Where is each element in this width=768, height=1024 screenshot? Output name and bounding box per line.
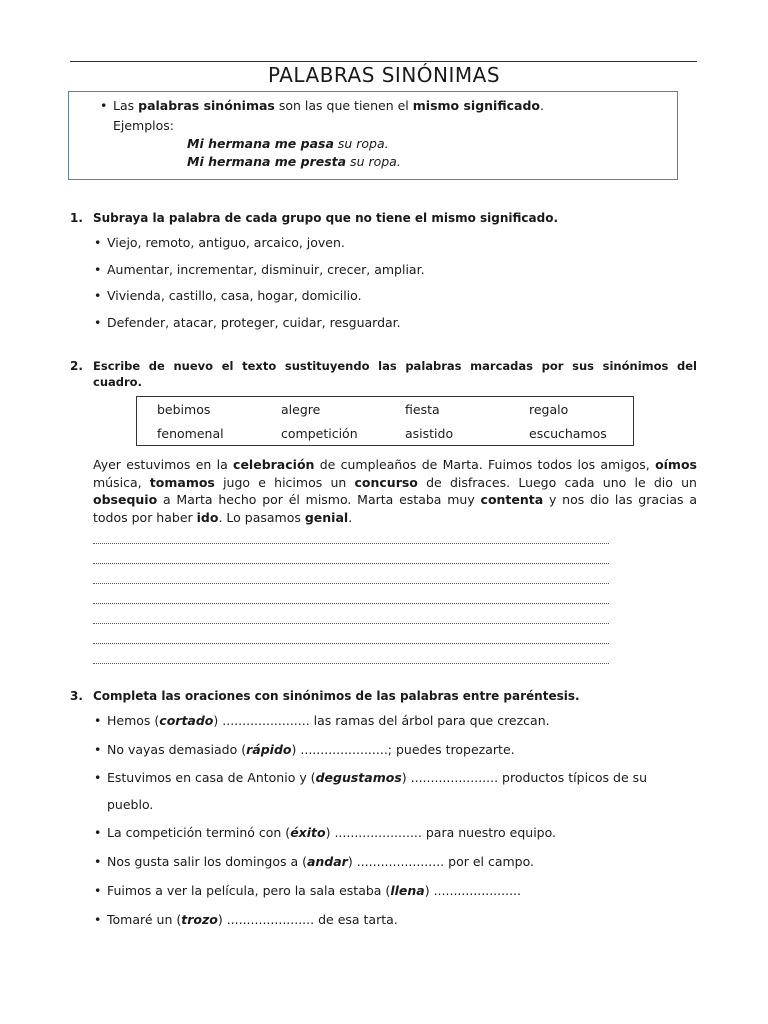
answer-line[interactable] [93, 643, 609, 644]
exercise-3-item: • Fuimos a ver la película, pero la sala estaba (llena) ...................... [107, 883, 521, 898]
exercise-3-item: • La competición terminó con (éxito) ...................... para nuestro equipo. [107, 825, 556, 840]
exercise-3-instruction: Completa las oraciones con sinónimos de las palabras entre paréntesis. [93, 689, 580, 703]
top-rule [70, 61, 697, 62]
table-cell: regalo [529, 401, 569, 417]
exercise-2-instruction-line2: cuadro. [93, 375, 142, 389]
answer-line[interactable] [93, 563, 609, 564]
answer-line[interactable] [93, 543, 609, 544]
table-cell: fiesta [405, 401, 440, 417]
answer-line[interactable] [93, 603, 609, 604]
answer-line[interactable] [93, 623, 609, 624]
exercise-1-item: • Aumentar, incrementar, disminuir, crecer, ampliar. [107, 262, 425, 277]
exercise-2-instruction-line1: Escribe de nuevo el texto sustituyendo las palabras marcadas por sus sinónimos del [93, 359, 697, 373]
exercise-1-item: • Viejo, remoto, antiguo, arcaico, joven. [107, 235, 345, 250]
exercise-1-number: 1. [70, 211, 83, 225]
exercise-3-item: • Tomaré un (trozo) ...................... de esa tarta. [107, 912, 398, 927]
exercise-3-item: • Hemos (cortado) ...................... las ramas del árbol para que crezcan. [107, 713, 550, 728]
synonyms-table [136, 396, 634, 446]
answer-line[interactable] [93, 663, 609, 664]
examples-label: Ejemplos: [113, 118, 175, 133]
example-2: Mi hermana me presta su ropa. [187, 154, 401, 169]
definition-text: • Las palabras sinónimas son las que tienen el mismo significado. [113, 98, 544, 113]
exercise-3-item-continuation: pueblo. [107, 797, 154, 812]
table-cell: fenomenal [157, 425, 224, 441]
exercise-1-item: • Vivienda, castillo, casa, hogar, domicilio. [107, 288, 362, 303]
page-title: PALABRAS SINÓNIMAS [267, 63, 501, 87]
table-cell: bebimos [157, 401, 211, 417]
exercise-1-instruction: Subraya la palabra de cada grupo que no tiene el mismo significado. [93, 211, 559, 225]
table-cell: competición [281, 425, 358, 441]
table-cell: alegre [281, 401, 321, 417]
table-cell: escuchamos [529, 425, 607, 441]
exercise-3-item: • Estuvimos en casa de Antonio y (degustamos) ...................... productos típicos de su [107, 770, 647, 785]
exercise-1-item: • Defender, atacar, proteger, cuidar, resguardar. [107, 315, 401, 330]
answer-line[interactable] [93, 583, 609, 584]
exercise-3-number: 3. [70, 689, 83, 703]
table-cell: asistido [405, 425, 454, 441]
exercise-2-number: 2. [70, 359, 83, 373]
exercise-3-item: • Nos gusta salir los domingos a (andar) ...................... por el campo. [107, 854, 534, 869]
exercise-2-paragraph: Ayer estuvimos en la celebración de cumpleaños de Marta. Fuimos todos los amigos, oímos música, tomamos jugo e hicimos un concurso de disfraces. Luego cada uno le dio un obsequio a Marta hecho por él mismo. Marta estaba muy contenta y nos dio las gracias a todos por haber ido. Lo pasamos genial. [93, 457, 698, 525]
example-1: Mi hermana me pasa su ropa. [187, 136, 389, 151]
exercise-3-item: • No vayas demasiado (rápido) ......................; puedes tropezarte. [107, 742, 515, 757]
